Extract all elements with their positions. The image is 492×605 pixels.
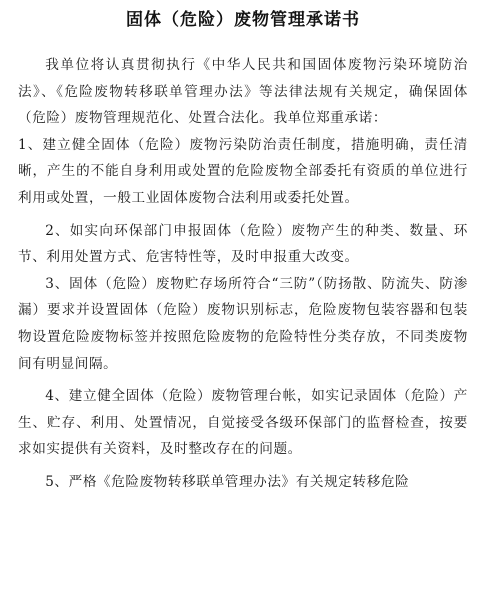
commitment-item-1: 1、建立健全固体（危险）废物污染防治责任制度，措施明确，责任清晰，产生的不能自身利用或处置的危险废物全部委托有资质的单位进行利用或处置，一般工业固体废物合法利用或委托处置。 [18, 136, 468, 206]
document-title: 固体（危险）废物管理承诺书 [126, 10, 360, 30]
intro-paragraph: 我单位将认真贯彻执行《中华人民共和国固体废物污染环境防治法》、《危险废物转移联单管理办法》等法律法规有关规定，确保固体（危险）废物管理规范化、处置合法化。我单位郑重承诺： [18, 57, 468, 127]
commitment-item-3: 3、固体（危险）废物贮存场所符合“三防”（防扬散、防流失、防渗漏）要求并设置固体（危险）废物识别标志，危险废物包装容器和包装物设置危险废物标签并按照危险废物的危险特性分类存放，不同类废物间有明显间隔。 [18, 275, 468, 372]
commitment-item-2: 2、如实向环保部门申报固体（危险）废物产生的种类、数量、环节、利用处置方式、危害特性等，及时申报重大改变。 [18, 222, 468, 266]
commitment-item-5: 5、严格《危险废物转移联单管理办法》有关规定转移危险 [45, 473, 410, 490]
commitment-item-4: 4、建立健全固体（危险）废物管理台帐，如实记录固体（危险）产生、贮存、利用、处置情况，自觉接受各级环保部门的监督检查，按要求如实提供有关资料，及时整改存在的问题。 [18, 388, 468, 458]
